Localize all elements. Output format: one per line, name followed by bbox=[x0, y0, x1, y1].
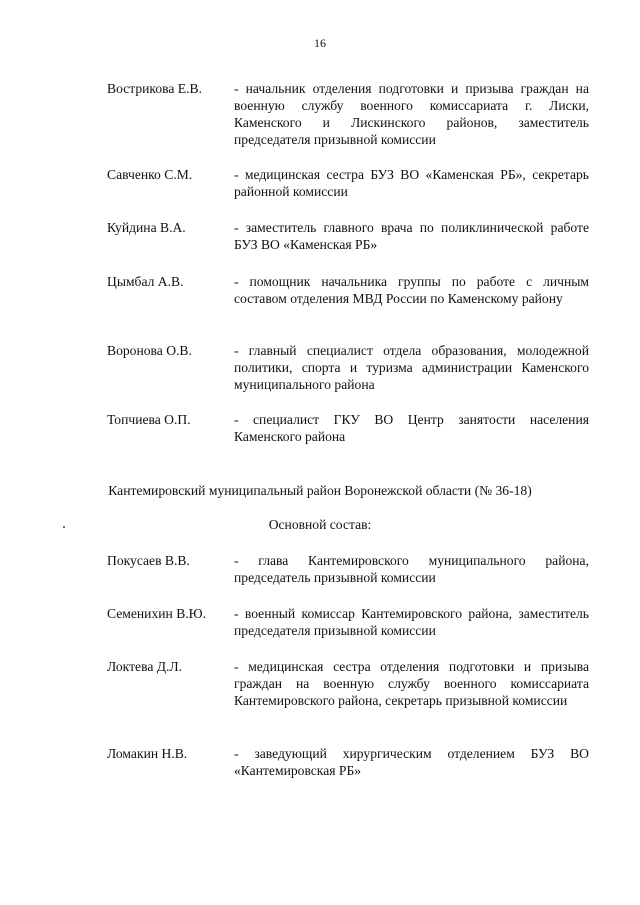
member-role: - главный специалист отдела образования, молодежной политики, спорта и туризма администрации Каменского муниципального района bbox=[234, 343, 589, 392]
member-name: Ломакин Н.В. bbox=[107, 746, 188, 761]
member-name: Воронова О.В. bbox=[107, 343, 192, 358]
member-role: - помощник начальника группы по работе с личным составом отделения МВД России по Каменскому району bbox=[234, 274, 589, 306]
member-role: - заведующий хирургическим отделением БУЗ ВО «Кантемировская РБ» bbox=[234, 746, 589, 778]
member-name: Вострикова Е.В. bbox=[107, 81, 202, 96]
member-role: - начальник отделения подготовки и призыва граждан на военную службу военного комиссариата г. Лиски, Каменского и Лискинского районов, заместитель председателя призывной комиссии bbox=[234, 81, 589, 147]
member-name: Покусаев В.В. bbox=[107, 553, 190, 568]
member-role: - медицинская сестра отделения подготовки и призыва граждан на военную службу военного комиссариата Кантемировского района, секретарь призывной комиссии bbox=[234, 659, 589, 708]
member-role: - глава Кантемировского муниципального района, председатель призывной комиссии bbox=[234, 553, 589, 585]
page-number: 16 bbox=[314, 36, 326, 50]
member-role: - заместитель главного врача по поликлинической работе БУЗ ВО «Каменская РБ» bbox=[234, 220, 589, 252]
member-role: - военный комиссар Кантемировского района, заместитель председателя призывной комиссии bbox=[234, 606, 589, 638]
subsection-title: Основной состав: bbox=[268, 517, 372, 532]
member-role: - специалист ГКУ ВО Центр занятости населения Каменского района bbox=[234, 412, 589, 444]
section-title: Кантемировский муниципальный район Воронежской области (№ 36-18) bbox=[108, 483, 532, 498]
member-name: Семенихин В.Ю. bbox=[107, 606, 207, 621]
member-name: Савченко С.М. bbox=[107, 167, 193, 182]
member-name: Цымбал А.В. bbox=[107, 274, 184, 289]
member-name: Топчиева О.П. bbox=[107, 412, 191, 427]
member-name: Локтева Д.Л. bbox=[107, 659, 183, 674]
member-role: - медицинская сестра БУЗ ВО «Каменская РБ», секретарь районной комиссии bbox=[234, 167, 589, 199]
member-name: Куйдина В.А. bbox=[107, 220, 186, 235]
